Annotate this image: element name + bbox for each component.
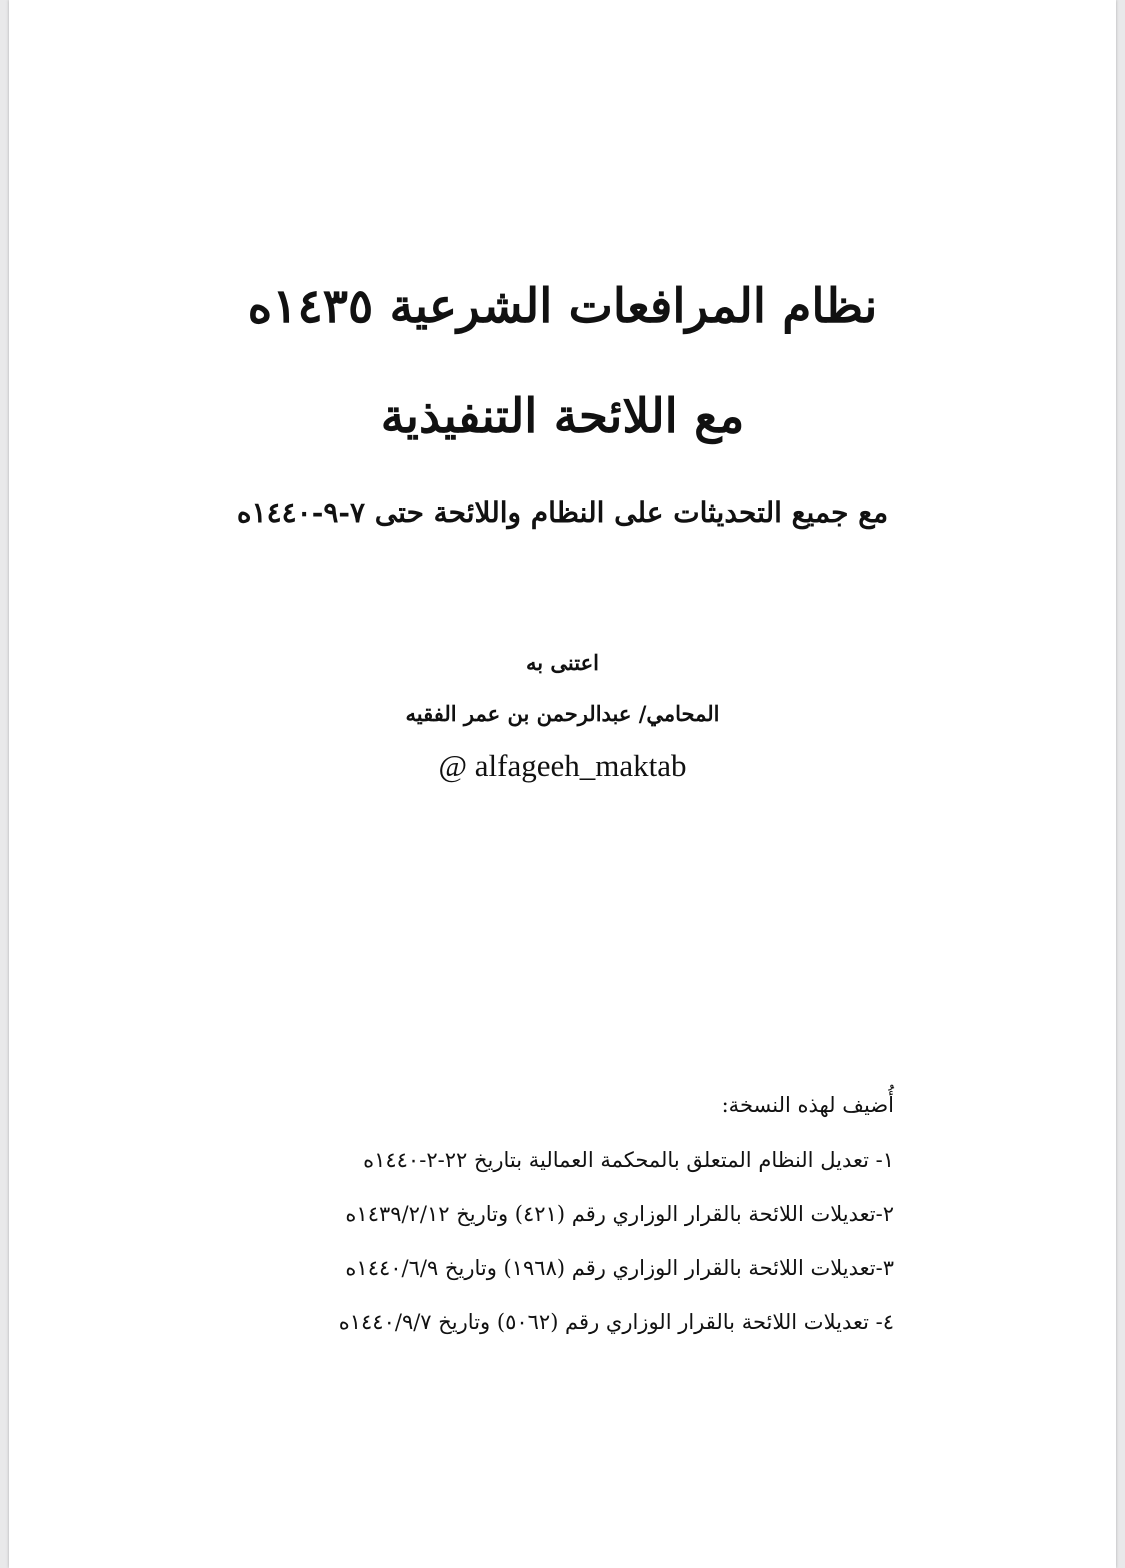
- document-title-line-1: نظام المرافعات الشرعية ١٤٣٥ه: [247, 279, 878, 334]
- addition-item-1: ١- تعديل النظام المتعلق بالمحكمة العمالية بتاريخ ٢٢-٢-١٤٤٠ه: [363, 1148, 894, 1172]
- credit-label: اعتنى به: [526, 650, 599, 675]
- author-name: المحامي/ عبدالرحمن بن عمر الفقيه: [405, 701, 720, 726]
- additions-heading: أُضيف لهذه النسخة:: [721, 1093, 894, 1117]
- document-subtitle: مع جميع التحديثات على النظام واللائحة حتى ٧-٩-١٤٤٠ه: [236, 496, 889, 529]
- addition-item-3: ٣-تعديلات اللائحة بالقرار الوزاري رقم (١٩٦٨) وتاريخ ١٤٤٠/٦/٩ه: [345, 1256, 894, 1280]
- addition-item-4: ٤- تعديلات اللائحة بالقرار الوزاري رقم (٥٠٦٢) وتاريخ ١٤٤٠/٩/٧ه: [338, 1310, 894, 1334]
- social-handle: @ alfageeh_maktab: [438, 748, 687, 783]
- document-page: [9, 0, 1116, 1568]
- additions-section: [339, 1078, 894, 1349]
- addition-item-2: ٢-تعديلات اللائحة بالقرار الوزاري رقم (٤٢١) وتاريخ ١٤٣٩/٢/١٢ه: [345, 1202, 894, 1226]
- document-title-line-2: مع اللائحة التنفيذية: [380, 389, 745, 444]
